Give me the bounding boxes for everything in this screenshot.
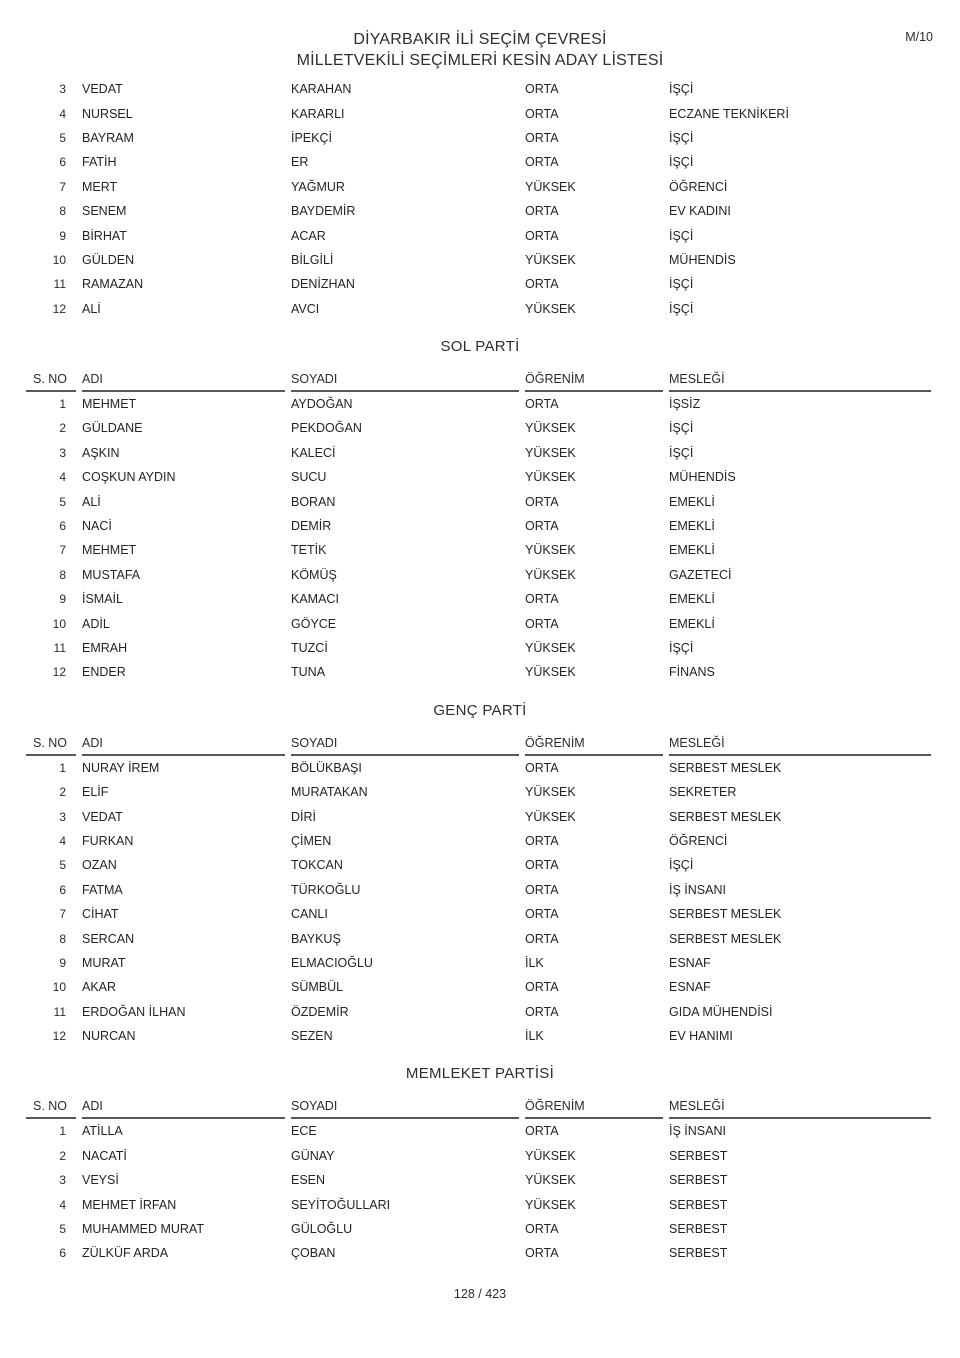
cell-last-name: ECE: [291, 1124, 317, 1139]
cell-last-name: ELMACIOĞLU: [291, 955, 373, 970]
candidate-row: [26, 975, 931, 999]
cell-last-name: KARAHAN: [291, 82, 352, 97]
cell-profession: FİNANS: [669, 665, 715, 680]
cell-profession: ÖĞRENCİ: [669, 833, 728, 848]
cell-last-name: GÜNAY: [291, 1148, 335, 1163]
cell-first-name: ERDOĞAN İLHAN: [82, 1004, 186, 1019]
cell-profession: ESNAF: [669, 955, 711, 970]
candidate-row: [26, 951, 931, 975]
table-body: [26, 1119, 931, 1265]
cell-serial-no: 6: [59, 519, 66, 534]
candidate-row: [26, 756, 931, 780]
cell-serial-no: 10: [52, 980, 66, 995]
cell-education: ORTA: [525, 907, 559, 922]
cell-first-name: FATMA: [82, 882, 123, 897]
cell-serial-no: 2: [59, 1148, 66, 1163]
cell-profession: İŞ İNSANI: [669, 1124, 726, 1139]
cell-profession: SERBEST: [669, 1148, 728, 1163]
cell-education: ORTA: [525, 1124, 559, 1139]
cell-serial-no: 8: [59, 204, 66, 219]
cell-last-name: PEKDOĞAN: [291, 421, 362, 436]
cell-profession: SERBEST: [669, 1197, 728, 1212]
cell-profession: EMEKLİ: [669, 543, 715, 558]
candidate-table: [20, 726, 937, 1049]
cell-first-name: NURCAN: [82, 1029, 136, 1044]
cell-last-name: GÜLOĞLU: [291, 1222, 353, 1237]
table-header: [26, 362, 931, 392]
cell-first-name: İSMAİL: [82, 592, 123, 607]
cell-profession: İŞÇİ: [669, 155, 694, 170]
cell-education: ORTA: [525, 882, 559, 897]
cell-first-name: VEDAT: [82, 82, 123, 97]
cell-education: ORTA: [525, 858, 559, 873]
cell-profession: İŞÇİ: [669, 421, 694, 436]
cell-first-name: RAMAZAN: [82, 277, 144, 292]
cell-last-name: ÇOBAN: [291, 1246, 336, 1261]
candidate-row: [26, 150, 931, 174]
cell-profession: İŞÇİ: [669, 445, 694, 460]
candidate-row: [26, 829, 931, 853]
cell-last-name: TUNA: [291, 665, 326, 680]
candidate-row: [26, 392, 931, 416]
cell-serial-no: 1: [59, 760, 66, 775]
cell-education: YÜKSEK: [525, 567, 576, 582]
candidate-row: [26, 514, 931, 538]
cell-last-name: MURATAKAN: [291, 785, 368, 800]
header-serial-no: S. NO: [26, 362, 76, 392]
cell-education: ORTA: [525, 616, 559, 631]
cell-education: ORTA: [525, 494, 559, 509]
cell-first-name: ADİL: [82, 616, 110, 631]
party-title: MEMLEKET PARTİSİ: [405, 1065, 555, 1083]
cell-last-name: GÖYCE: [291, 616, 337, 631]
cell-education: YÜKSEK: [525, 1148, 576, 1163]
candidate-row: [26, 1217, 931, 1241]
cell-serial-no: 9: [59, 228, 66, 243]
cell-education: ORTA: [525, 155, 559, 170]
cell-first-name: ALİ: [82, 494, 101, 509]
cell-first-name: MUHAMMED MURAT: [82, 1222, 204, 1237]
candidate-row: [26, 248, 931, 272]
cell-education: ORTA: [525, 931, 559, 946]
cell-serial-no: 4: [59, 106, 66, 121]
cell-profession: GAZETECİ: [669, 567, 732, 582]
cell-last-name: TUZCİ: [291, 641, 328, 655]
header-last-name: SOYADI: [291, 726, 519, 756]
cell-profession: ESNAF: [669, 980, 711, 995]
cell-profession: SERBEST MESLEK: [669, 931, 782, 946]
cell-first-name: CİHAT: [82, 907, 119, 922]
cell-first-name: NACİ: [82, 519, 112, 534]
cell-serial-no: 8: [59, 567, 66, 582]
header-row: [26, 1089, 931, 1119]
cell-serial-no: 5: [59, 1222, 66, 1237]
cell-first-name: MURAT: [82, 955, 126, 970]
cell-last-name: ÖZDEMİR: [291, 1004, 349, 1019]
header-last-name: SOYADI: [291, 362, 519, 392]
cell-serial-no: 12: [52, 665, 66, 680]
cell-serial-no: 3: [59, 82, 66, 97]
candidate-row: [26, 1119, 931, 1143]
party-title: GENÇ PARTİ: [433, 701, 527, 719]
candidate-row: [26, 465, 931, 489]
cell-serial-no: 11: [53, 277, 66, 292]
header-education: ÖĞRENİM: [525, 1089, 663, 1119]
cell-profession: EMEKLİ: [669, 616, 715, 631]
cell-first-name: BAYRAM: [82, 130, 134, 145]
cell-education: ORTA: [525, 1246, 559, 1261]
cell-education: YÜKSEK: [525, 641, 576, 655]
header-row: [26, 726, 931, 756]
cell-profession: GIDA MÜHENDİSİ: [669, 1004, 773, 1019]
candidate-row: [26, 780, 931, 804]
cell-last-name: ESEN: [291, 1173, 326, 1188]
cell-serial-no: 2: [59, 785, 66, 800]
cell-last-name: SÜMBÜL: [291, 980, 344, 995]
candidate-row: [26, 441, 931, 465]
cell-last-name: ACAR: [291, 228, 326, 243]
cell-last-name: BORAN: [291, 494, 336, 509]
cell-profession: İŞÇİ: [669, 858, 694, 873]
party-section-sol-parti: [0, 337, 960, 685]
cell-education: YÜKSEK: [525, 179, 576, 194]
candidate-row: [26, 272, 931, 296]
cell-last-name: SUCU: [291, 470, 327, 485]
cell-first-name: ALİ: [82, 301, 101, 316]
candidate-row: [26, 804, 931, 828]
cell-last-name: TÜRKOĞLU: [291, 882, 361, 897]
candidate-row: [26, 101, 931, 125]
candidate-row: [26, 1192, 931, 1216]
cell-first-name: VEDAT: [82, 809, 123, 824]
cell-last-name: CANLI: [291, 907, 328, 922]
cell-serial-no: 11: [53, 641, 66, 655]
candidate-row: [26, 175, 931, 199]
candidate-row: [26, 902, 931, 926]
cell-education: ORTA: [525, 106, 559, 121]
cell-first-name: SERCAN: [82, 931, 135, 946]
cell-first-name: BİRHAT: [82, 228, 127, 243]
cell-last-name: BAYDEMİR: [291, 204, 356, 219]
cell-profession: SERBEST: [669, 1222, 728, 1237]
cell-education: YÜKSEK: [525, 1173, 576, 1188]
cell-profession: SEKRETER: [669, 785, 737, 800]
cell-first-name: MEHMET: [82, 397, 137, 412]
cell-first-name: MUSTAFA: [82, 567, 141, 582]
cell-profession: İŞ İNSANI: [669, 882, 726, 897]
party-title: SOL PARTİ: [440, 337, 520, 355]
cell-last-name: DİRİ: [291, 809, 316, 824]
document-title-line1: DİYARBAKIR İLİ SEÇİM ÇEVRESİ: [353, 31, 607, 48]
cell-first-name: FATİH: [82, 155, 117, 170]
cell-education: YÜKSEK: [525, 252, 576, 267]
cell-first-name: OZAN: [82, 858, 117, 873]
cell-serial-no: 3: [59, 1173, 66, 1188]
header-last-name: SOYADI: [291, 1089, 519, 1119]
party-section-genc-parti: [0, 701, 960, 1049]
cell-last-name: KAMACI: [291, 592, 339, 607]
cell-serial-no: 6: [59, 882, 66, 897]
cell-first-name: NURSEL: [82, 106, 133, 121]
cell-profession: SERBEST MESLEK: [669, 760, 782, 775]
cell-last-name: SEZEN: [291, 1029, 333, 1044]
cell-last-name: KARARLI: [291, 106, 345, 121]
cell-serial-no: 7: [59, 907, 66, 922]
header-row: [26, 362, 931, 392]
candidate-row: [26, 1241, 931, 1265]
cell-serial-no: 5: [59, 130, 66, 145]
cell-last-name: DEMİR: [291, 519, 332, 534]
cell-profession: MÜHENDİS: [669, 470, 736, 485]
table-body: [26, 756, 931, 1049]
cell-first-name: EMRAH: [82, 641, 128, 655]
cell-profession: EMEKLİ: [669, 494, 715, 509]
cell-serial-no: 1: [59, 1124, 66, 1139]
continuation-candidate-table: [20, 77, 937, 321]
cell-profession: SERBEST MESLEK: [669, 907, 782, 922]
cell-first-name: ENDER: [82, 665, 126, 680]
cell-education: ORTA: [525, 130, 559, 145]
cell-education: YÜKSEK: [525, 445, 576, 460]
cell-last-name: ER: [291, 155, 309, 170]
document-title-line2: MİLLETVEKİLİ SEÇİMLERİ KESİN ADAY LİSTESİ: [296, 52, 664, 69]
candidate-row: [26, 587, 931, 611]
candidate-table: [20, 362, 937, 685]
cell-education: YÜKSEK: [525, 665, 576, 680]
cell-first-name: ELİF: [82, 785, 109, 800]
candidate-row: [26, 1144, 931, 1168]
cell-profession: EMEKLİ: [669, 519, 715, 534]
cell-first-name: AŞKIN: [82, 445, 120, 460]
cell-last-name: ÇİMEN: [291, 833, 332, 848]
cell-serial-no: 9: [59, 955, 66, 970]
candidate-row: [26, 636, 931, 660]
cell-first-name: AKAR: [82, 980, 117, 995]
cell-profession: İŞSİZ: [669, 397, 701, 412]
cell-last-name: KÖMÜŞ: [291, 567, 337, 582]
cell-serial-no: 10: [52, 616, 66, 631]
cell-profession: MÜHENDİS: [669, 252, 736, 267]
header-profession: MESLEĞİ: [669, 362, 931, 392]
cell-education: ORTA: [525, 228, 559, 243]
candidate-row: [26, 853, 931, 877]
cell-last-name: İPEKÇİ: [291, 130, 332, 145]
cell-education: İLK: [525, 1029, 544, 1044]
candidate-row: [26, 297, 931, 321]
cell-last-name: DENİZHAN: [291, 277, 355, 292]
cell-last-name: AYDOĞAN: [291, 397, 353, 412]
cell-serial-no: 5: [59, 858, 66, 873]
table-header: [26, 726, 931, 756]
candidate-row: [26, 1000, 931, 1024]
cell-last-name: BÖLÜKBAŞI: [291, 760, 362, 775]
cell-profession: İŞÇİ: [669, 228, 694, 243]
cell-profession: EMEKLİ: [669, 592, 715, 607]
header-serial-no: S. NO: [26, 1089, 76, 1119]
candidate-row: [26, 489, 931, 513]
candidate-row: [26, 1024, 931, 1048]
cell-education: YÜKSEK: [525, 470, 576, 485]
cell-profession: İŞÇİ: [669, 641, 694, 655]
cell-serial-no: 9: [59, 592, 66, 607]
cell-serial-no: 7: [59, 179, 66, 194]
candidate-row: [26, 538, 931, 562]
candidate-row: [26, 77, 931, 101]
cell-last-name: TETİK: [291, 543, 327, 558]
cell-serial-no: 7: [59, 543, 66, 558]
cell-serial-no: 12: [52, 1029, 66, 1044]
cell-last-name: BİLGİLİ: [291, 252, 334, 267]
cell-serial-no: 11: [53, 1004, 66, 1019]
cell-profession: SERBEST MESLEK: [669, 809, 782, 824]
cell-last-name: SEYİTOĞULLARI: [291, 1197, 391, 1212]
cell-first-name: ZÜLKÜF ARDA: [82, 1246, 169, 1261]
cell-profession: İŞÇİ: [669, 130, 694, 145]
cell-first-name: ATİLLA: [82, 1124, 123, 1139]
cell-profession: ECZANE TEKNİKERİ: [669, 106, 789, 121]
cell-education: İLK: [525, 955, 544, 970]
cell-serial-no: 4: [59, 833, 66, 848]
cell-first-name: NACATİ: [82, 1148, 127, 1163]
header-first-name: ADI: [82, 362, 285, 392]
cell-serial-no: 2: [59, 421, 66, 436]
header-serial-no: S. NO: [26, 726, 76, 756]
cell-last-name: KALECİ: [291, 445, 336, 460]
cell-education: ORTA: [525, 277, 559, 292]
cell-education: ORTA: [525, 592, 559, 607]
cell-education: ORTA: [525, 1004, 559, 1019]
candidate-table: [20, 1089, 937, 1265]
candidate-row: [26, 926, 931, 950]
candidate-row: [26, 563, 931, 587]
cell-serial-no: 8: [59, 931, 66, 946]
cell-education: ORTA: [525, 397, 559, 412]
candidate-row: [26, 416, 931, 440]
cell-education: YÜKSEK: [525, 785, 576, 800]
cell-first-name: MERT: [82, 179, 118, 194]
page-corner-code: M/10: [905, 30, 933, 44]
cell-profession: SERBEST: [669, 1246, 728, 1261]
candidate-row: [26, 1168, 931, 1192]
cell-education: ORTA: [525, 204, 559, 219]
cell-first-name: COŞKUN AYDIN: [82, 470, 176, 485]
candidate-row: [26, 223, 931, 247]
header-first-name: ADI: [82, 726, 285, 756]
cell-education: YÜKSEK: [525, 421, 576, 436]
document-header: [0, 0, 960, 71]
party-section-memleket-partisi: [0, 1064, 960, 1265]
cell-first-name: NURAY İREM: [82, 760, 160, 775]
cell-profession: ÖĞRENCİ: [669, 179, 728, 194]
cell-education: ORTA: [525, 1222, 559, 1237]
cell-first-name: GÜLDEN: [82, 252, 135, 267]
candidate-row: [26, 660, 931, 684]
candidate-row: [26, 611, 931, 635]
cell-education: ORTA: [525, 760, 559, 775]
cell-last-name: AVCI: [291, 301, 320, 316]
header-profession: MESLEĞİ: [669, 1089, 931, 1119]
cell-education: ORTA: [525, 980, 559, 995]
cell-profession: EV HANIMI: [669, 1029, 733, 1044]
cell-serial-no: 12: [52, 301, 66, 316]
candidate-row: [26, 126, 931, 150]
cell-serial-no: 3: [59, 445, 66, 460]
cell-education: YÜKSEK: [525, 543, 576, 558]
header-education: ÖĞRENİM: [525, 726, 663, 756]
header-first-name: ADI: [82, 1089, 285, 1119]
table-body: [26, 392, 931, 685]
cell-profession: İŞÇİ: [669, 277, 694, 292]
cell-education: YÜKSEK: [525, 301, 576, 316]
cell-first-name: SENEM: [82, 204, 127, 219]
cell-education: ORTA: [525, 519, 559, 534]
page-number: 128 / 423: [453, 1286, 507, 1301]
cell-serial-no: 5: [59, 494, 66, 509]
header-profession: MESLEĞİ: [669, 726, 931, 756]
cell-last-name: TOKCAN: [291, 858, 343, 873]
cell-first-name: GÜLDANE: [82, 421, 143, 436]
cell-profession: SERBEST: [669, 1173, 728, 1188]
cell-education: YÜKSEK: [525, 1197, 576, 1212]
table-body: [26, 77, 931, 321]
cell-profession: İŞÇİ: [669, 82, 694, 97]
cell-serial-no: 3: [59, 809, 66, 824]
cell-serial-no: 6: [59, 1246, 66, 1261]
table-header: [26, 1089, 931, 1119]
cell-last-name: YAĞMUR: [291, 179, 345, 194]
cell-education: YÜKSEK: [525, 809, 576, 824]
cell-last-name: BAYKUŞ: [291, 931, 341, 946]
cell-education: ORTA: [525, 82, 559, 97]
cell-first-name: VEYSİ: [82, 1173, 119, 1188]
header-education: ÖĞRENİM: [525, 362, 663, 392]
cell-serial-no: 1: [59, 397, 66, 412]
cell-profession: İŞÇİ: [669, 301, 694, 316]
candidate-row: [26, 878, 931, 902]
cell-serial-no: 4: [59, 1197, 66, 1212]
cell-profession: EV KADINI: [669, 204, 731, 219]
cell-first-name: MEHMET İRFAN: [82, 1197, 177, 1212]
cell-serial-no: 4: [59, 470, 66, 485]
candidate-row: [26, 199, 931, 223]
cell-serial-no: 10: [52, 252, 66, 267]
cell-first-name: FURKAN: [82, 833, 134, 848]
cell-serial-no: 6: [59, 155, 66, 170]
cell-education: ORTA: [525, 833, 559, 848]
cell-first-name: MEHMET: [82, 543, 137, 558]
